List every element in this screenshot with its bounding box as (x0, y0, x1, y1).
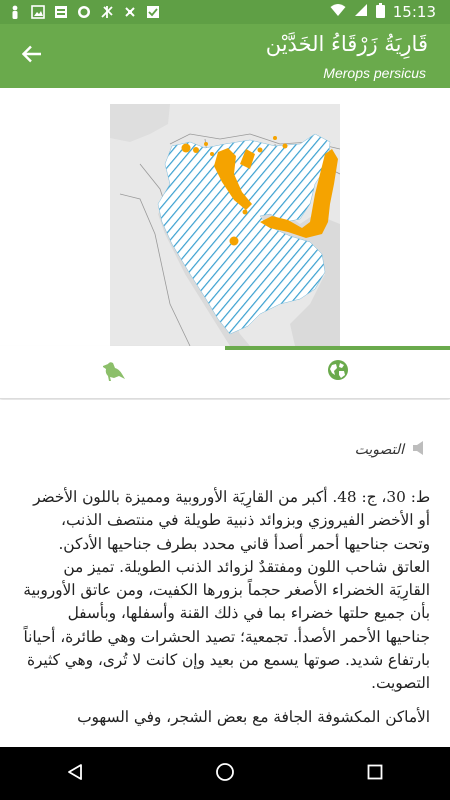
description-paragraph-1: ط: 30، ج: 48. أكبر من القارِيَة الأوروبية ومميزة باللون الأخضر أو الأخضر الفيروزي وبزوائد ذنبية طويلة في منتصف الذنب، وتحت جناحيها أحمر أصدأ قاني محدد بطرف جناحيها الأدكن. العاتق شاحب اللون ومفتقدٌ لزوائد الذنب الطويلة. تميز من القارِيَة الخضراء الأصغر حجماً بزورها الكفيت، ومن عاتق الأوروبية بأن جميع حلتها خضراء بما في ذلك القنة وأسفلها، وبأسفل جناحيها الأحمر الأصدأ. تجمعية؛ تصيد الحشرات وهي طائرة، أحياناً بارتفاع شديد. صوتها يسمع من بعيد وإن كانت لا تُرى، وهي كثيرة التصويت. (23, 488, 430, 693)
status-bar (0, 0, 450, 24)
status-time: 15:13 (392, 3, 436, 21)
sync-icon (77, 5, 91, 19)
globe-icon (327, 359, 349, 385)
arrow-left-icon (22, 45, 42, 67)
species-description (20, 486, 430, 739)
signal-icon (354, 3, 368, 21)
voice-label: التصويت (354, 442, 404, 458)
detail-tabs (0, 346, 450, 399)
bird-icon (100, 358, 126, 386)
home-circle-icon (215, 762, 235, 786)
person-icon (8, 5, 22, 19)
back-button[interactable] (14, 38, 50, 74)
image-icon (31, 5, 45, 19)
wifi-icon (330, 3, 346, 21)
voice-button[interactable] (355, 440, 426, 460)
back-triangle-icon (66, 763, 84, 785)
distribution-map[interactable] (110, 104, 340, 346)
speaker-icon (412, 440, 426, 460)
species-title-arabic: قَارِيَةُ زَرْقَاءُ الخَدَّيْن (265, 32, 428, 56)
mail-icon (146, 5, 160, 19)
sync-icon (123, 5, 137, 19)
tab-map[interactable] (225, 346, 450, 398)
species-title-latin: Merops persicus (323, 65, 426, 81)
system-nav-bar (0, 747, 450, 800)
battery-icon (376, 3, 385, 22)
description-paragraph-2: الأماكن المكشوفة الجافة مع بعض الشجر، وفي السهوب (77, 707, 430, 726)
recents-square-icon (367, 764, 383, 784)
species-content[interactable] (0, 400, 450, 747)
nav-home-button[interactable] (195, 754, 255, 794)
mail-icon (54, 5, 68, 19)
map-graphic (110, 104, 340, 346)
app-bar (0, 24, 450, 88)
nav-recents-button[interactable] (345, 754, 405, 794)
nav-back-button[interactable] (45, 754, 105, 794)
tab-bird[interactable] (0, 346, 225, 398)
settings-icon (100, 5, 114, 19)
